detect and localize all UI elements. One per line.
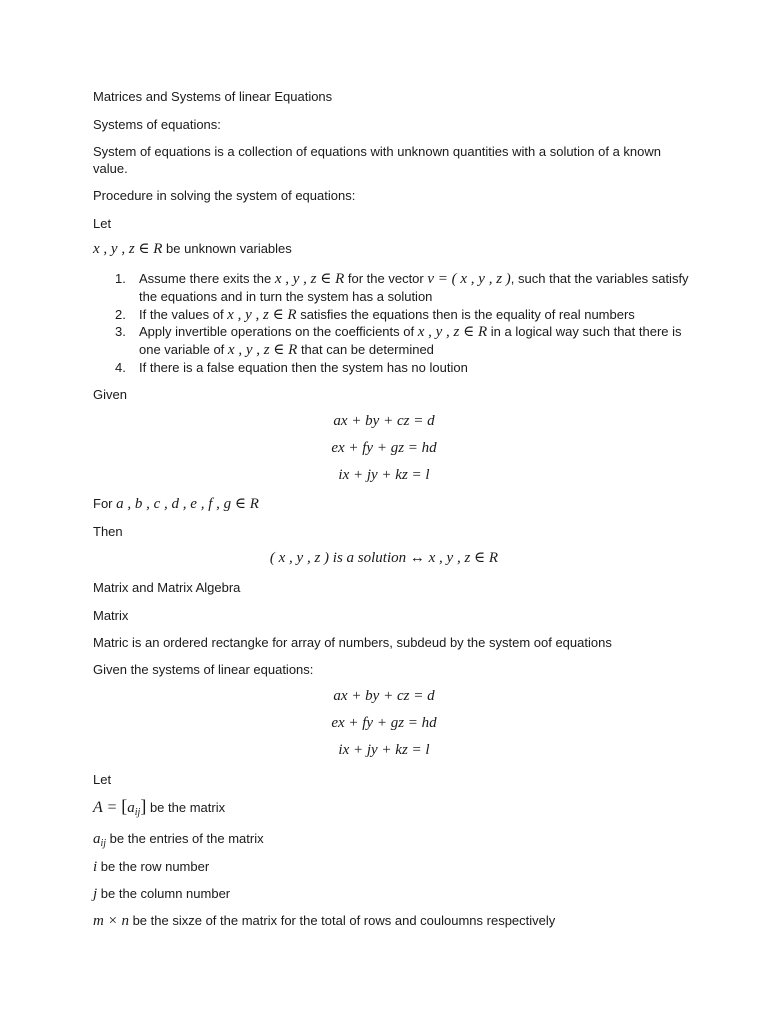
document-title: Matrices and Systems of linear Equations xyxy=(93,89,333,104)
equation-3: ix + jy + kz = l xyxy=(338,467,430,483)
bracket-open: [ xyxy=(121,796,128,816)
row-math: i xyxy=(93,859,98,875)
list-math: v = ( x , y , z ) xyxy=(427,271,511,287)
bracket-close: ] xyxy=(140,796,147,816)
entries-math-a: a xyxy=(93,831,101,847)
matrix-math-a: a xyxy=(127,800,135,816)
list-item-number: 4. xyxy=(115,360,126,375)
column-line xyxy=(93,885,683,903)
for-text: For xyxy=(93,496,117,511)
given-systems-label: Given the systems of linear equations: xyxy=(93,662,314,677)
list-item-text xyxy=(139,270,690,305)
list-math: x , y , z ∈ R xyxy=(274,271,345,287)
list-text: Apply invertible operations on the coefficients of xyxy=(139,324,418,339)
list-item-number: 1. xyxy=(115,271,126,286)
for-math: a , b , c , d , e , f , g ∈ R xyxy=(116,496,259,512)
list-math: x , y , z ∈ R xyxy=(417,324,488,340)
column-text: be the column number xyxy=(97,886,231,901)
row-text: be the row number xyxy=(97,859,210,874)
size-line xyxy=(93,912,683,930)
list-text: that can be determined xyxy=(297,342,434,357)
for-line xyxy=(93,495,683,513)
size-text: be the sixze of the matrix for the total of rows and couloumns respectively xyxy=(128,913,556,928)
list-text: If there is a false equation then the system has no loution xyxy=(139,360,468,375)
list-math: x , y , z ∈ R xyxy=(227,342,298,358)
let-label: Let xyxy=(93,772,112,787)
heading-procedure: Procedure in solving the system of equations: xyxy=(93,188,356,203)
equation-1: ax + by + cz = d xyxy=(333,688,435,704)
then-label: Then xyxy=(93,524,123,539)
paragraph-matric: Matric is an ordered rectangke for array of numbers, subdeud by the system oof equations xyxy=(93,635,612,650)
list-item-text xyxy=(139,306,690,324)
list-text: , such that the variables satisfy the equations and in turn the system has a solution xyxy=(139,271,689,304)
paragraph-definition: System of equations is a collection of equations with unknown quantities with a solution of a known value. xyxy=(93,144,662,176)
heading-matrix: Matrix xyxy=(93,608,129,623)
solution-equation: ( x , y , z ) is a solution ↔ x , y , z ∈ R xyxy=(269,550,499,566)
list-item-number: 2. xyxy=(115,307,126,322)
list-item-number: 3. xyxy=(115,324,126,339)
column-math: j xyxy=(93,886,98,902)
row-line xyxy=(93,858,683,876)
matrix-text: be the matrix xyxy=(146,800,226,815)
variables-line xyxy=(93,240,683,258)
heading-systems: Systems of equations: xyxy=(93,117,221,132)
matrix-math-a-equals: A = xyxy=(93,799,122,816)
equation-2: ex + fy + gz = hd xyxy=(331,440,437,456)
list-text: If the values of xyxy=(139,307,228,322)
matrix-definition-line xyxy=(93,798,683,821)
equation-2: ex + fy + gz = hd xyxy=(331,715,437,731)
list-item-text xyxy=(139,359,690,376)
equation-3: ix + jy + kz = l xyxy=(338,742,430,758)
list-text: satisfies the equations then is the equality of real numbers xyxy=(296,307,635,322)
matrix-math-subscript: ij xyxy=(134,807,141,818)
given-label: Given xyxy=(93,387,127,402)
variables-math: x , y , z ∈ R xyxy=(93,241,163,257)
list-text: for the vector xyxy=(344,271,428,286)
list-text: in a logical way such that there is one variable of xyxy=(139,324,682,357)
entries-text: be the entries of the matrix xyxy=(106,831,264,846)
list-text: Assume there exits the xyxy=(139,271,275,286)
let-label: Let xyxy=(93,216,112,231)
variables-text: be unknown variables xyxy=(162,241,292,256)
size-math: m × n xyxy=(93,913,129,929)
heading-matrix-algebra: Matrix and Matrix Algebra xyxy=(93,580,241,595)
entries-math-subscript: ij xyxy=(100,838,107,849)
list-item-text xyxy=(139,323,690,359)
equation-1: ax + by + cz = d xyxy=(333,413,435,429)
entries-line xyxy=(93,830,683,852)
list-math: x , y , z ∈ R xyxy=(227,307,297,323)
